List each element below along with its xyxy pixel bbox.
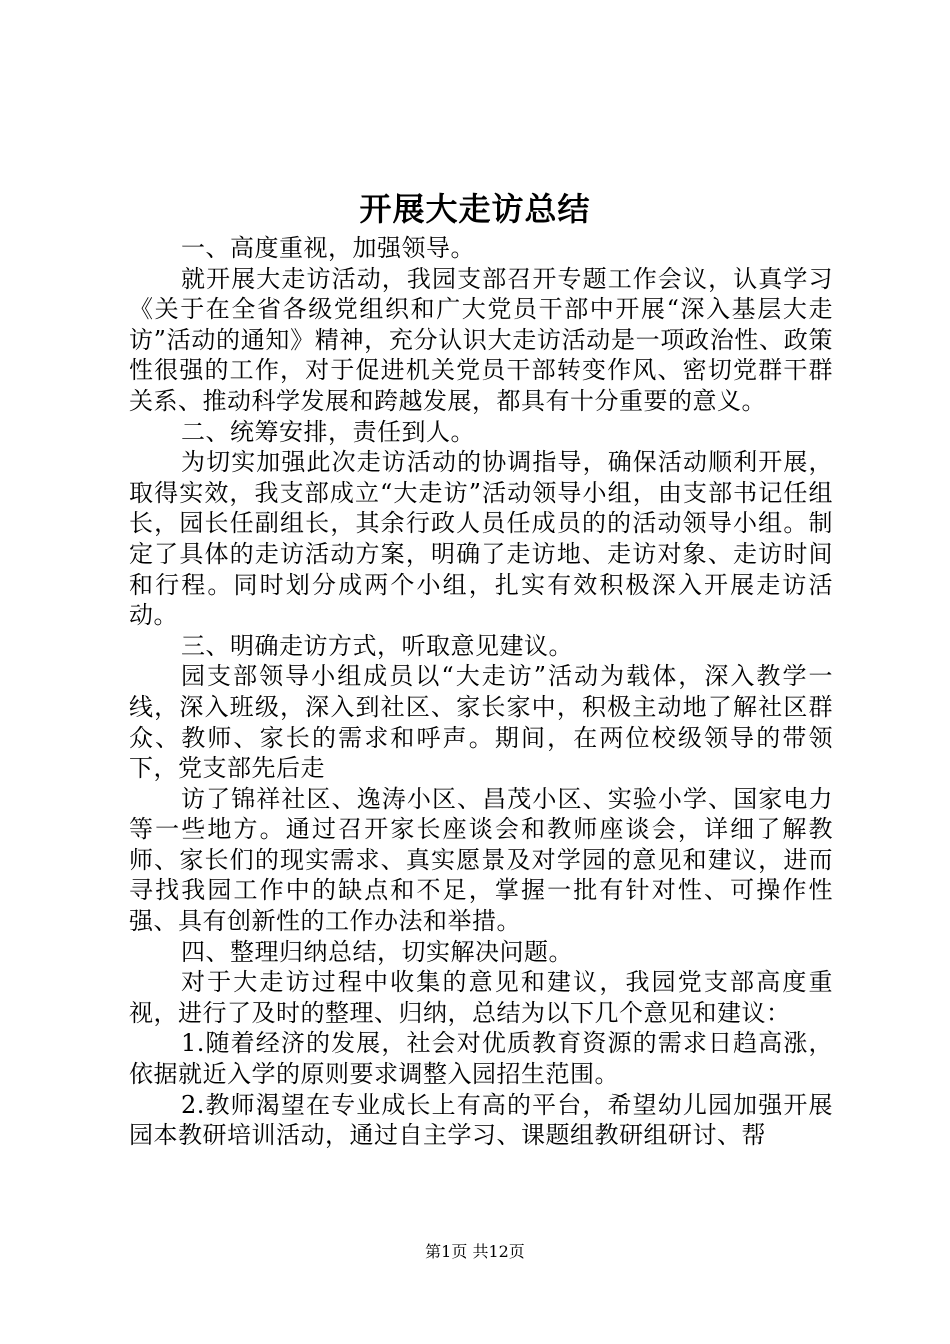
section-heading-1: 一、高度重视，加强领导。 [181,234,475,262]
paragraph-2: 为切实加强此次走访活动的协调指导，确保活动顺利开展，取得实效，我支部成立“大走访”活动领导小组，由支部书记任组长，园长任副组长，其余行政人员任成员的的活动领导小组。制定了具体的走访活动方案，明确了走访地、走访对象、走访时间和行程。同时划分成两个小组，扎实有效积极深入开展走访活动。 [129,448,833,630]
paragraph-5: 对于大走访过程中收集的意见和建议，我园党支部高度重视，进行了及时的整理、归纳，总结为以下几个意见和建议： [129,968,833,1027]
page-footer: 第1页 共12页 [425,1242,525,1261]
document-title: 开展大走访总结 [359,190,591,228]
section-heading-3: 三、明确走访方式，听取意见建议。 [181,631,573,660]
paragraph-1: 就开展大走访活动，我园支部召开专题工作会议，认真学习《关于在全省各级党组织和广大党员干部中开展“深入基层大走访”活动的通知》精神，充分认识大走访活动是一项政治性、政策性很强的工作，对于促进机关党员干部转变作风、密切党群干群关系、推动科学发展和跨越发展，都具有十分重要的意义。 [129,264,833,415]
section-heading-4: 四、整理归纳总结，切实解决问题。 [181,937,573,966]
document-body [129,233,833,1151]
section-heading-2: 二、统筹安排，责任到人。 [181,417,475,446]
paragraph-3: 园支部领导小组成员以“大走访”活动为载体，深入教学一线，深入班级，深入到社区、家长家中，积极主动地了解社区群众、教师、家长的需求和呼声。期间，在两位校级领导的带领下，党支部先后走 [129,662,833,783]
list-item-1: 1.随着经济的发展，社会对优质教育资源的需求日趋高涨，依据就近入学的原则要求调整入园招生范围。 [129,1029,833,1089]
list-item-2: 2.教师渴望在专业成长上有高的平台，希望幼儿园加强开展园本教研培训活动，通过自主学习、课题组教研组研讨、帮 [129,1090,833,1150]
paragraph-4: 访了锦祥社区、逸涛小区、昌茂小区、实验小学、国家电力等一些地方。通过召开家长座谈会和教师座谈会，详细了解教师、家长们的现实需求、真实愿景及对学园的意见和建议，进而寻找我园工作中的缺点和不足，掌握一批有针对性、可操作性强、具有创新性的工作办法和举措。 [129,784,833,936]
